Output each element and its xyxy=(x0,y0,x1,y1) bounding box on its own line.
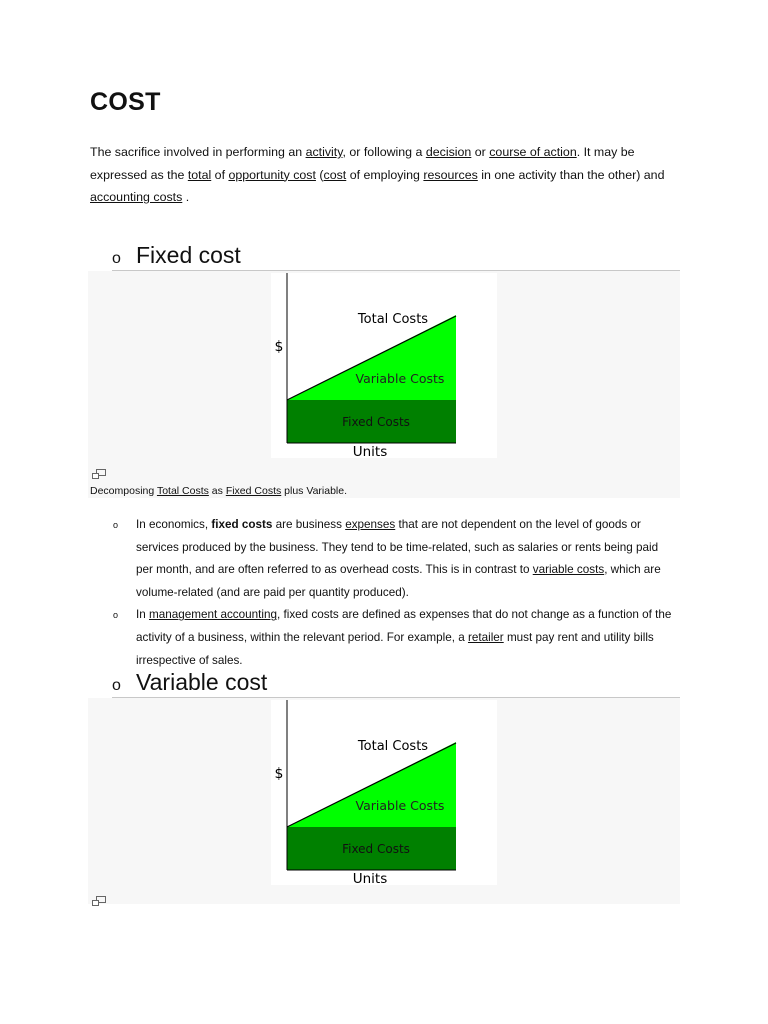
intro-text: ( xyxy=(315,167,324,182)
intro-text: . xyxy=(182,190,190,204)
total-costs-label: Total Costs xyxy=(357,312,429,327)
list-bullet: o xyxy=(113,520,119,530)
link-cost[interactable]: cost xyxy=(323,167,347,182)
magnify-icon[interactable] xyxy=(92,466,106,476)
intro-text: The sacrifice involved in performing an xyxy=(90,145,306,159)
link-opportunity-cost[interactable]: opportunity cost xyxy=(228,167,316,182)
bold-term: fixed costs xyxy=(211,518,273,531)
list-text: must pay rent and utility bills irrespective of sales. xyxy=(136,630,654,667)
link-fixed-costs[interactable]: Fixed Costs xyxy=(225,485,282,497)
variable-costs-label: Variable Costs xyxy=(355,371,445,386)
link-resources[interactable]: resources xyxy=(423,167,478,182)
intro-text: , or following a xyxy=(342,145,426,159)
cost-chart-svg xyxy=(271,273,497,458)
cost-chart xyxy=(271,273,497,458)
magnify-icon[interactable] xyxy=(92,893,106,903)
page-title: COST xyxy=(90,88,161,116)
y-axis-symbol: $ xyxy=(274,766,284,782)
list-item xyxy=(112,514,678,604)
heading-bullet: o xyxy=(112,677,121,694)
intro-text: in one activity than the other) and xyxy=(477,167,665,182)
section-heading-fixed-cost xyxy=(112,240,680,271)
intro-text: . It may be expressed as the xyxy=(90,145,635,182)
heading-text: Variable cost xyxy=(136,669,268,695)
link-total[interactable]: total xyxy=(187,167,212,182)
heading-bullet: o xyxy=(112,250,121,267)
list-text: that are not dependent on the level of goods or services produced by the business. They tend to be time-related, such as salaries or rents being paid per month, and are often referred to as overhead costs. This is in contrast to xyxy=(136,518,659,577)
list-bullet: o xyxy=(113,610,119,621)
intro-text: of employing xyxy=(346,167,424,182)
x-axis-label: Units xyxy=(352,871,388,885)
figure-fixed-cost xyxy=(88,271,680,498)
link-retailer[interactable]: retailer xyxy=(467,630,504,644)
intro-paragraph xyxy=(90,141,682,209)
figure-variable-cost xyxy=(88,698,680,904)
x-axis-label: Units xyxy=(352,444,388,458)
fixed-costs-label: Fixed Costs xyxy=(342,842,410,856)
cost-chart-svg xyxy=(271,700,497,885)
section-heading-variable-cost xyxy=(112,667,680,698)
cost-chart xyxy=(271,700,497,885)
caption-text: plus Variable. xyxy=(281,485,348,497)
list-text: In economics, xyxy=(136,518,212,531)
list-item xyxy=(112,604,678,672)
y-axis-symbol: $ xyxy=(274,339,284,355)
link-management-accounting[interactable]: management accounting xyxy=(149,608,277,622)
fixed-cost-bullet-list xyxy=(112,514,678,672)
link-accounting-costs[interactable]: accounting costs xyxy=(90,190,183,204)
list-text: , which are volume-related (and are paid per quantity produced). xyxy=(136,563,661,599)
list-text: are business xyxy=(272,518,346,531)
intro-text: of xyxy=(211,167,229,182)
caption-text: as xyxy=(208,485,226,497)
figure-caption xyxy=(90,484,347,498)
list-text: , fixed costs are defined as expenses that do not change as a function of the activity of a business, within the relevant period. For example, a xyxy=(136,608,672,644)
link-decision[interactable]: decision xyxy=(425,145,472,159)
link-variable-costs[interactable]: variable costs xyxy=(532,563,605,577)
caption-text: Decomposing xyxy=(90,485,157,497)
link-course-of-action[interactable]: course of action xyxy=(489,145,577,159)
heading-text: Fixed cost xyxy=(136,242,241,268)
intro-text: or xyxy=(471,145,490,159)
total-costs-label: Total Costs xyxy=(357,739,429,754)
variable-costs-label: Variable Costs xyxy=(355,798,445,813)
link-activity[interactable]: activity xyxy=(305,145,343,159)
link-expenses[interactable]: expenses xyxy=(345,518,396,531)
fixed-costs-label: Fixed Costs xyxy=(342,415,410,429)
link-total-costs[interactable]: Total Costs xyxy=(156,485,209,497)
list-text: In xyxy=(136,608,149,622)
